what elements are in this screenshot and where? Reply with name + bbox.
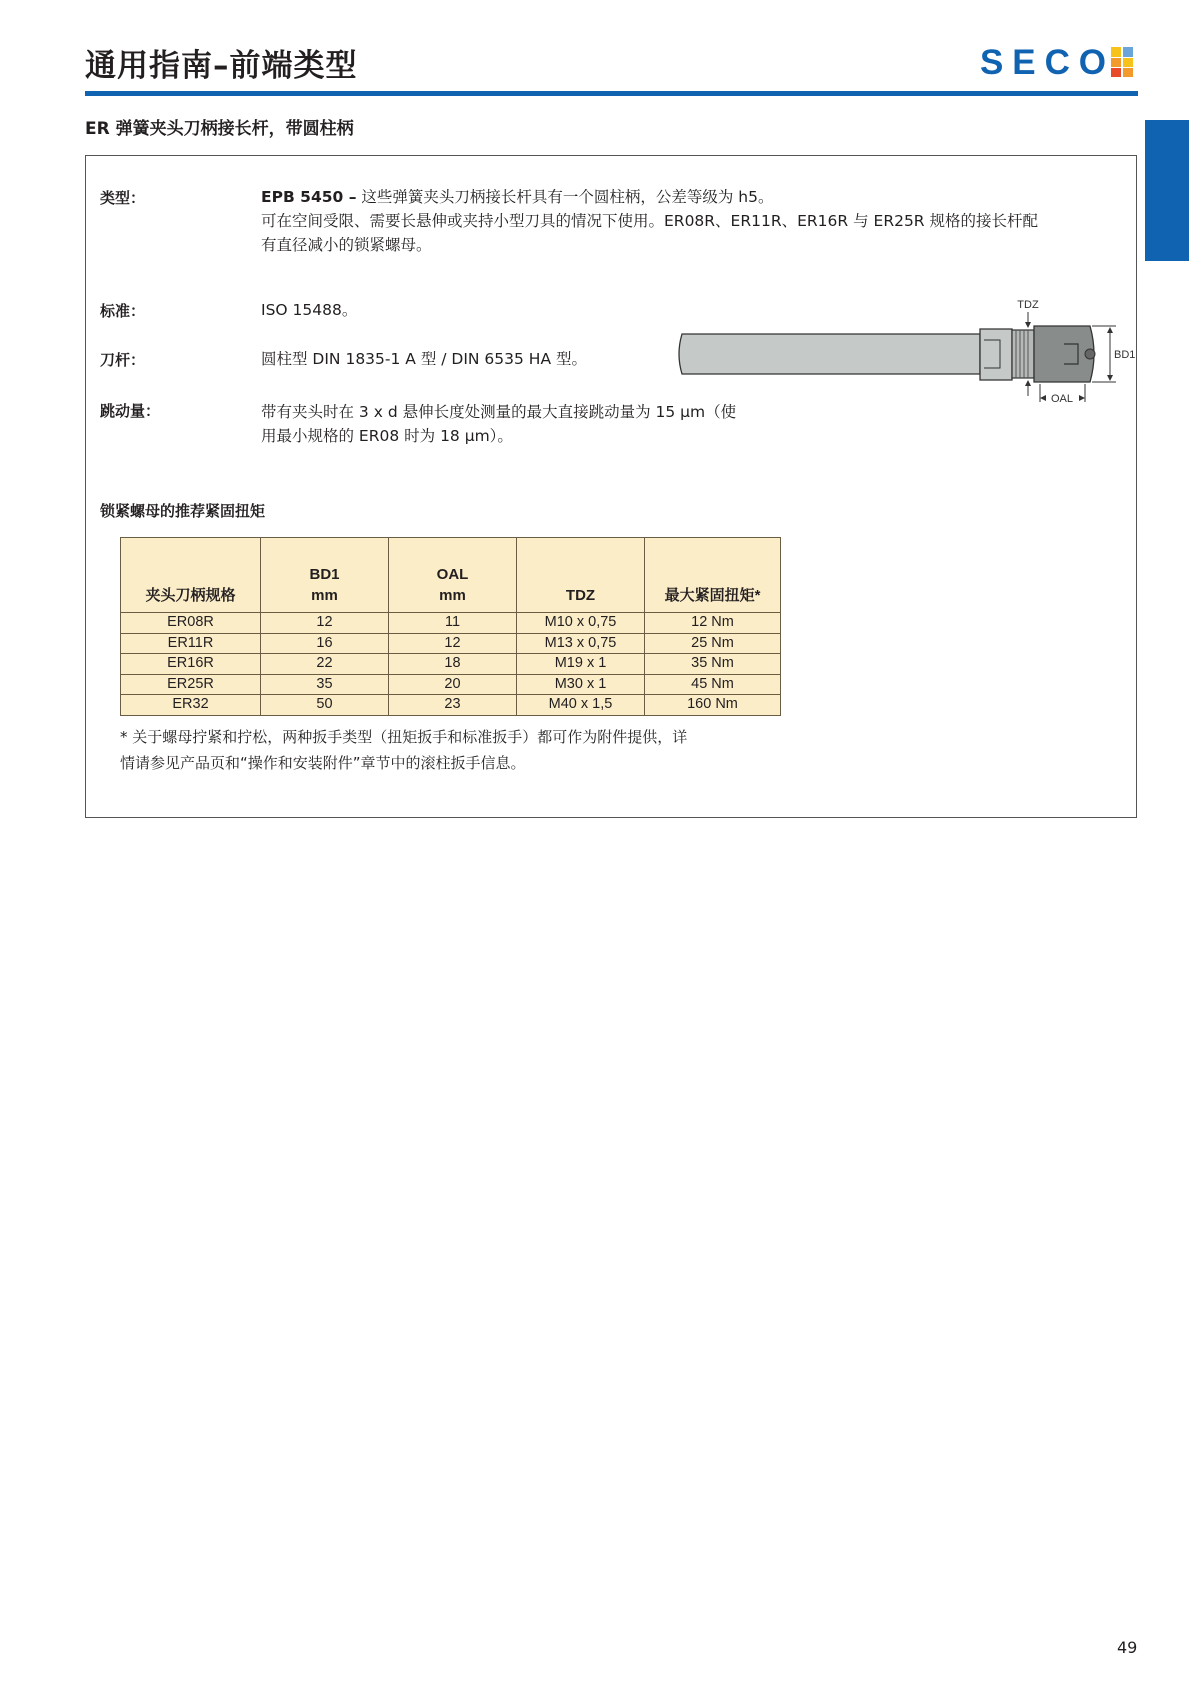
cell-tdz: M19 x 1: [517, 654, 645, 675]
cell-bd1: 22: [261, 654, 389, 675]
cell-oal: 23: [389, 695, 517, 716]
table-row: [121, 695, 781, 716]
cell-max-torque: 12 Nm: [645, 613, 781, 634]
seco-logo: [980, 43, 1135, 82]
type-label: 类型：: [100, 189, 146, 207]
bd1-label: BD1: [1114, 349, 1136, 361]
table-header-row: [121, 538, 781, 613]
header-collet-size: 夹头刀柄规格: [121, 538, 261, 613]
type-line-2: 可在空间受限、需要长悬伸或夹持小型刀具的情况下使用。ER08R、ER11R、ER16R 与 ER25R 规格的接长杆配: [261, 212, 1039, 230]
header-tdz: TDZ: [517, 538, 645, 613]
header-oal: OAL mm: [389, 538, 517, 613]
header-bd1: BD1 mm: [261, 538, 389, 613]
cell-collet-size: ER08R: [121, 613, 261, 634]
cell-max-torque: 45 Nm: [645, 674, 781, 695]
page-number: 49: [1117, 1638, 1138, 1657]
runout-label: 跳动量：: [100, 402, 161, 420]
cell-collet-size: ER32: [121, 695, 261, 716]
type-description: [261, 185, 1038, 257]
table-footnote: [120, 724, 687, 776]
header-rule: [85, 91, 1138, 96]
cell-tdz: M40 x 1,5: [517, 695, 645, 716]
cell-bd1: 35: [261, 674, 389, 695]
shank-value: 圆柱型 DIN 1835-1 A 型 / DIN 6535 HA 型。: [261, 350, 587, 368]
runout-line-2: 用最小规格的 ER08 时为 18 µm）。: [261, 427, 513, 445]
standard-value: ISO 15488。: [261, 301, 358, 319]
shank-label: 刀杆：: [100, 351, 146, 369]
torque-table: [120, 537, 781, 716]
header-max-torque: 最大紧固扭矩*: [645, 538, 781, 613]
runout-value: [261, 400, 736, 448]
torque-table-title: 锁紧螺母的推荐紧固扭矩: [100, 502, 266, 520]
cell-tdz: M13 x 0,75: [517, 633, 645, 654]
cell-collet-size: ER16R: [121, 654, 261, 675]
standard-label: 标准：: [100, 302, 146, 320]
tool-holder-drawing: [672, 296, 1136, 408]
cell-oal: 18: [389, 654, 517, 675]
cell-max-torque: 25 Nm: [645, 633, 781, 654]
type-line-3: 有直径减小的锁紧螺母。: [261, 236, 432, 254]
tdz-label: TDZ: [1017, 299, 1039, 311]
cell-tdz: M30 x 1: [517, 674, 645, 695]
section-subtitle: ER 弹簧夹头刀柄接长杆，带圆柱柄: [85, 119, 354, 139]
table-row: [121, 633, 781, 654]
cell-collet-size: ER25R: [121, 674, 261, 695]
footnote-line-1: * 关于螺母拧紧和拧松，两种扳手类型（扭矩扳手和标准扳手）都可作为附件提供，详: [120, 728, 688, 746]
cell-bd1: 16: [261, 633, 389, 654]
cell-bd1: 12: [261, 613, 389, 634]
table-row: [121, 654, 781, 675]
table-row: [121, 613, 781, 634]
page-title: 通用指南–前端类型: [85, 48, 358, 84]
oal-label: OAL: [1050, 393, 1074, 405]
cell-max-torque: 160 Nm: [645, 695, 781, 716]
runout-line-1: 带有夹头时在 3 x d 悬伸长度处测量的最大直接跳动量为 15 µm（使: [261, 403, 737, 421]
footnote-line-2: 情请参见产品页和“操作和安装附件”章节中的滚柱扳手信息。: [120, 754, 526, 772]
svg-text:SECO: SECO: [980, 43, 1106, 82]
cell-tdz: M10 x 0,75: [517, 613, 645, 634]
cell-max-torque: 35 Nm: [645, 654, 781, 675]
cell-oal: 20: [389, 674, 517, 695]
cell-oal: 11: [389, 613, 517, 634]
cell-collet-size: ER11R: [121, 633, 261, 654]
cell-oal: 12: [389, 633, 517, 654]
type-line-1: 这些弹簧夹头刀柄接长杆具有一个圆柱柄，公差等级为 h5。: [356, 188, 774, 206]
cell-bd1: 50: [261, 695, 389, 716]
section-tab: [1145, 120, 1189, 261]
product-code: EPB 5450 –: [261, 188, 357, 206]
table-row: [121, 674, 781, 695]
